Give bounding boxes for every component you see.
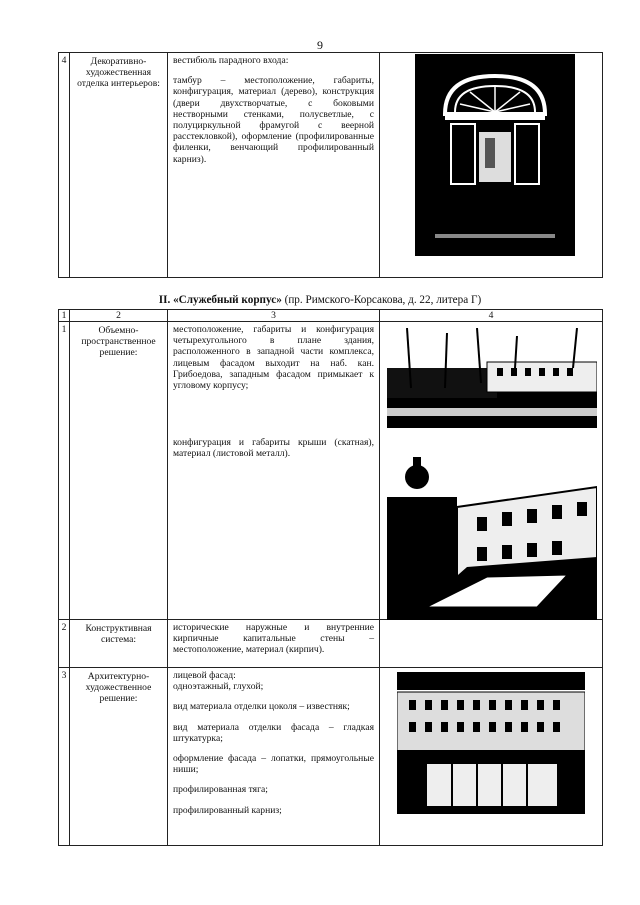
description-line: местоположение, габариты и конфигурация четырехугольного в плане здания, расположенного в западной части комплекса, лицевым фасадом выходит на наб. кан. Грибоедова, западным фасадом примыкает к угловому корпусу; [173,324,374,392]
description-line: исторические наружные и внутренние кирпичные капитальные стены – местоположение, материал (кирпич). [173,622,374,656]
column-header: 4 [380,310,603,322]
description-line: тамбур – местоположение, габариты, конфигурация, материал (дерево), конструкция (двери двухстворчатые, с боковыми нестворными стенками, полусветлые, с полуциркульной фрамугой с веерной расстекловкой), оформление (профилированные филенки, венчающий профилированный карниз). [173,75,374,165]
element-description [168,53,380,278]
description-line: вид материала отделки цоколя – известняк; [173,701,350,713]
section-title-bold: II. «Служебный корпус» [158,294,282,306]
section-title [0,294,640,306]
element-name: Декоративно-художественная отделка интерьеров: [70,53,168,278]
description-line: профилированная тяга; [173,784,268,796]
element-name: Архитектурно-художественное решение: [70,668,168,846]
element-description [168,620,380,668]
service-building-photo-1 [387,328,597,428]
element-name: Конструктивная система: [70,620,168,668]
page-number: 9 [317,38,323,52]
service-building-photo-3 [397,672,585,814]
service-building-photo-2 [387,457,597,620]
row-number: 4 [59,53,70,278]
row-number: 2 [59,620,70,668]
description-line: вид материала отделки фасада – гладкая штукатурка; [173,721,374,744]
element-description [168,322,380,620]
description-line: профилированный карниз; [173,804,282,816]
vestibule-door-photo [415,54,575,256]
element-description [168,668,380,846]
row-number: 3 [59,668,70,846]
description-line: конфигурация и габариты крыши (скатная), материал (листовой металл). [173,437,374,460]
description-line: одноэтажный, глухой; [173,681,264,693]
section-title-address: (пр. Римского-Корсакова, д. 22, литера Г) [281,294,482,306]
element-name: Объемно-пространственное решение: [70,322,168,620]
column-header: 3 [168,310,380,322]
column-header: 2 [70,310,168,322]
table-header-row [59,310,603,322]
description-line: оформление фасада – лопатки, прямоугольные ниши; [173,753,374,776]
table-row [59,620,603,668]
row-number: 1 [59,322,70,620]
photo-cell [380,620,603,668]
column-header: 1 [59,310,70,322]
description-line: вестибюль парадного входа: [173,55,289,66]
description-line: лицевой фасад: [173,670,236,681]
